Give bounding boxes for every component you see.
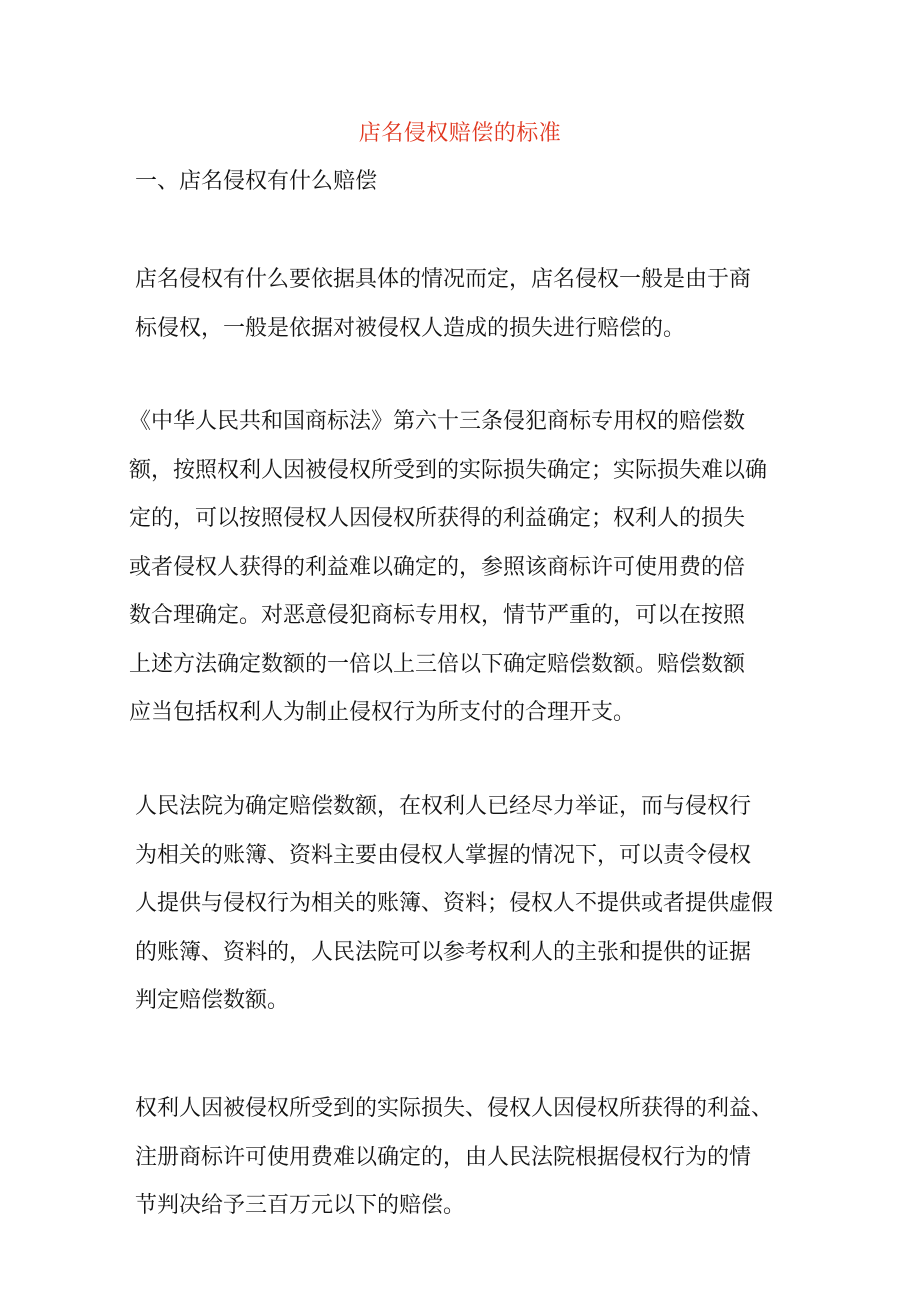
paragraph-3: [135, 783, 795, 1026]
paragraph-line: 《中华人民共和国商标法》第六十三条侵犯商标专用权的赔偿数: [129, 409, 746, 434]
paragraph-2: [129, 398, 795, 738]
paragraph-line: 或者侵权人获得的利益难以确定的，参照该商标许可使用费的倍: [129, 554, 746, 580]
paragraph-line: 判定赔偿数额。: [135, 988, 290, 1013]
section-heading: 一、店名侵权有什么赔偿: [135, 169, 378, 194]
paragraph-line: 标侵权，一般是依据对被侵权人造成的损失进行赔偿的。: [135, 315, 686, 341]
paragraph-line: 额，按照权利人因被侵权所受到的实际损失确定；实际损失难以确: [129, 457, 768, 483]
document-title: 店名侵权赔偿的标准: [358, 121, 562, 146]
paragraph-line: 权利人因被侵权所受到的实际损失、侵权人因侵权所获得的利益、: [135, 1096, 774, 1121]
paragraph-line: 节判决给予三百万元以下的赔偿。: [135, 1193, 466, 1218]
paragraph-line: 注册商标许可使用费难以确定的，由人民法院根据侵权行为的情: [135, 1144, 752, 1170]
paragraph-4: [135, 1085, 795, 1231]
paragraph-line: 店名侵权有什么要依据具体的情况而定，店名侵权一般是由于商: [135, 267, 752, 292]
paragraph-line: 上述方法确定数额的一倍以上三倍以下确定赔偿数额。赔偿数额: [129, 651, 746, 677]
paragraph-line: 定的，可以按照侵权人因侵权所获得的利益确定；权利人的损失: [129, 506, 746, 531]
paragraph-line: 为相关的账簿、资料主要由侵权人掌握的情况下，可以责令侵权: [135, 842, 752, 868]
paragraph-line: 的账簿、资料的，人民法院可以参考权利人的主张和提供的证据: [135, 939, 752, 965]
paragraph-line: 数合理确定。对恶意侵犯商标专用权，情节严重的，可以在按照: [129, 603, 746, 628]
paragraph-line: 应当包括权利人为制止侵权行为所支付的合理开支。: [129, 700, 636, 725]
paragraph-line: 人提供与侵权行为相关的账簿、资料；侵权人不提供或者提供虚假: [135, 891, 774, 916]
paragraph-1: [135, 256, 795, 353]
paragraph-line: 人民法院为确定赔偿数额，在权利人已经尽力举证，而与侵权行: [135, 794, 752, 819]
